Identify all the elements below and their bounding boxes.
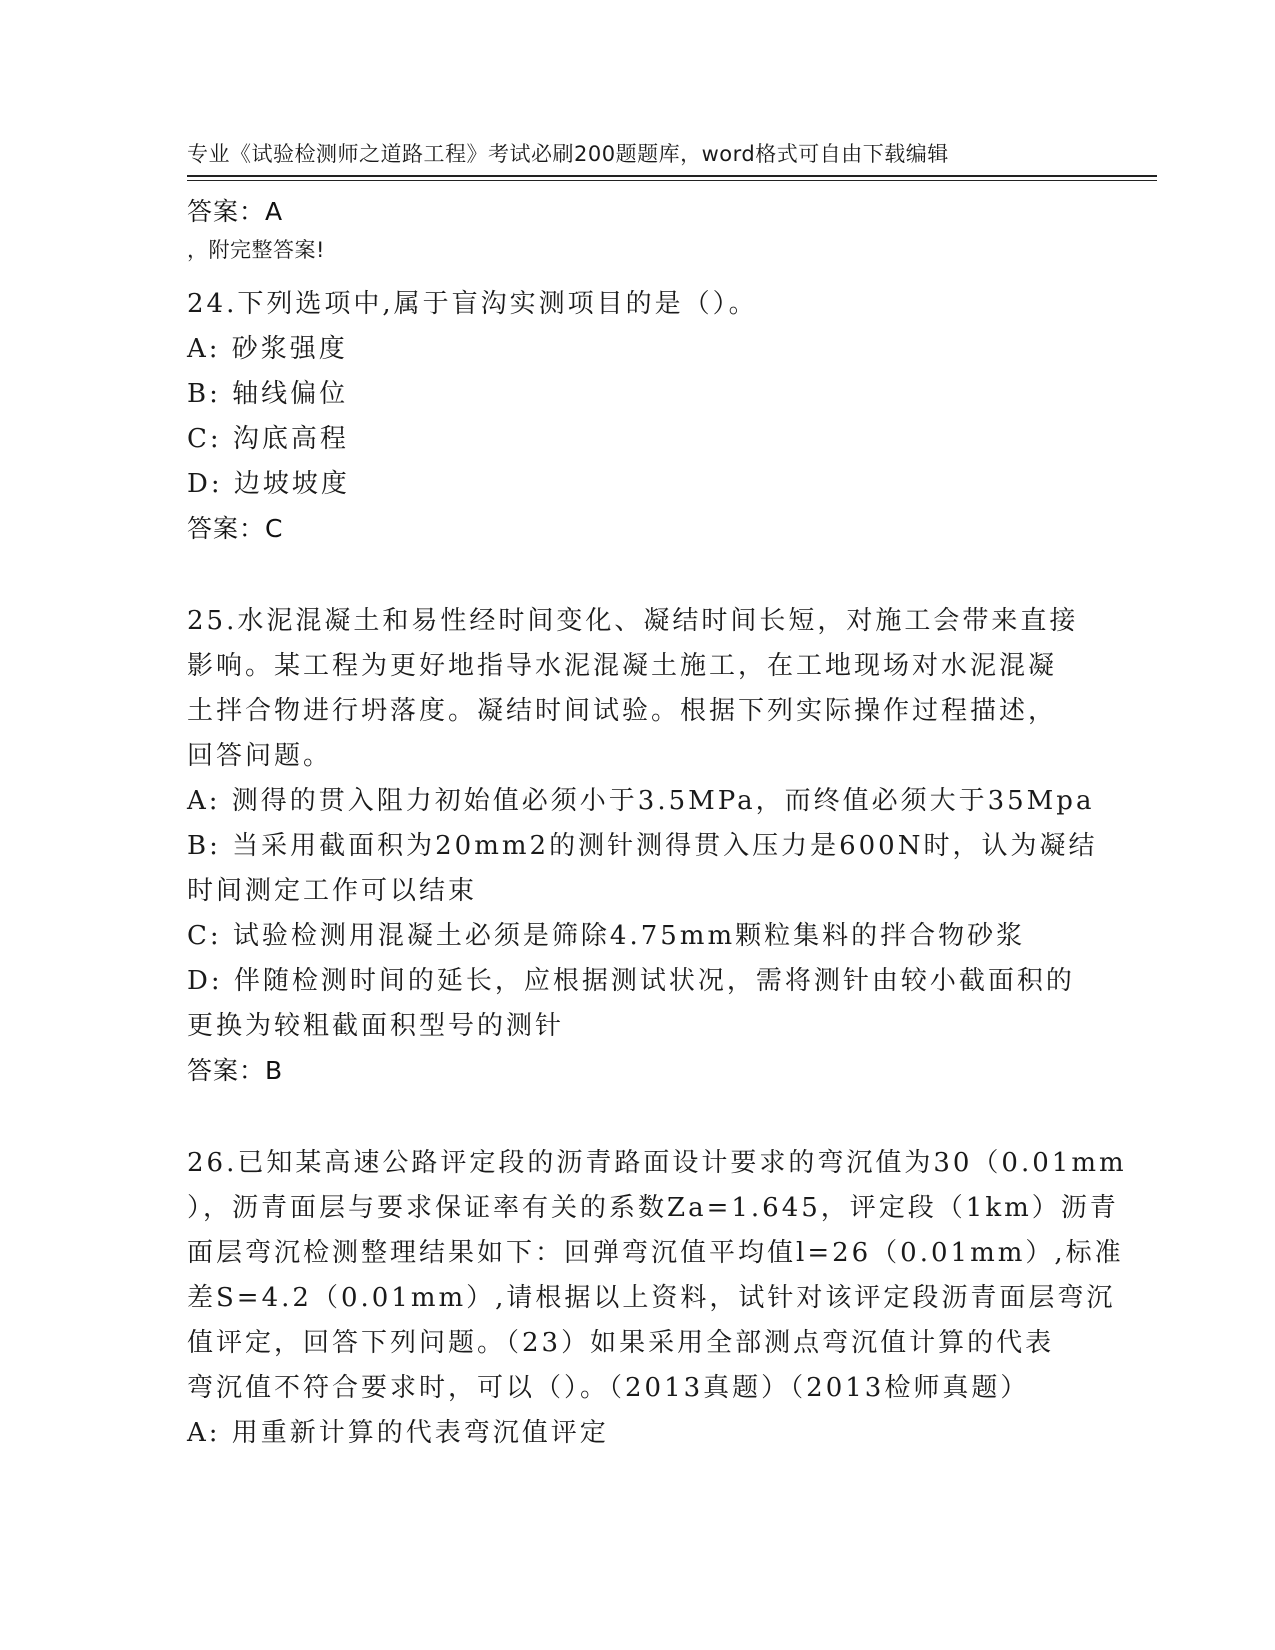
question-spacer bbox=[187, 234, 1087, 282]
question-24-option-c: C: 沟底高程 bbox=[187, 424, 349, 454]
document-body bbox=[187, 190, 1127, 1456]
question-spacer bbox=[187, 551, 1087, 599]
question-24-option-d: D: 边坡坡度 bbox=[187, 469, 350, 499]
question-25-option-b-continued: 时间测定工作可以结束 bbox=[187, 876, 478, 906]
question-25 bbox=[187, 599, 1098, 1093]
question-25-text-line: 回答问题。 bbox=[187, 741, 333, 771]
header-divider-thick bbox=[187, 175, 1157, 177]
question-24 bbox=[187, 282, 1087, 551]
header-line-2: ，附完整答案! bbox=[187, 238, 325, 262]
question-26-text-line: 26.已知某高速公路评定段的沥青路面设计要求的弯沉值为30（0.01mm bbox=[187, 1148, 1127, 1178]
question-25-text-line: 影响。某工程为更好地指导水泥混凝土施工，在工地现场对水泥混凝 bbox=[187, 651, 1058, 681]
question-26-text-line: 面层弯沉检测整理结果如下：回弹弯沉值平均值l=26（0.01mm）,标准 bbox=[187, 1238, 1124, 1268]
question-25-option-d-continued: 更换为较粗截面积型号的测针 bbox=[187, 1011, 565, 1041]
previous-question-answer: 答案：A bbox=[187, 197, 284, 226]
question-26-text-line: 值评定，回答下列问题。（23）如果采用全部测点弯沉值计算的代表 bbox=[187, 1328, 1055, 1358]
question-25-text-line: 土拌合物进行坍落度。凝结时间试验。根据下列实际操作过程描述， bbox=[187, 696, 1058, 726]
question-25-option-b: B: 当采用截面积为20mm2的测针测得贯入压力是600N时，认为凝结 bbox=[187, 831, 1098, 861]
header-divider-thin bbox=[187, 180, 1157, 181]
question-25-answer: 答案：B bbox=[187, 1056, 284, 1085]
question-25-option-d: D: 伴随检测时间的延长，应根据测试状况，需将测针由较小截面积的 bbox=[187, 966, 1075, 996]
question-24-text: 24.下列选项中,属于盲沟实测项目的是（）。 bbox=[187, 289, 758, 319]
question-25-option-a: A: 测得的贯入阻力初始值必须小于3.5MPa，而终值必须大于35Mpa bbox=[187, 786, 1095, 816]
header-line-1: 专业《试验检测师之道路工程》考试必刷200题题库，word格式可自由下载编辑 bbox=[187, 142, 949, 166]
question-24-option-a: A: 砂浆强度 bbox=[187, 334, 348, 364]
question-26-text-line: ），沥青面层与要求保证率有关的系数Za=1.645，评定段（1km）沥青 bbox=[187, 1193, 1119, 1223]
question-25-option-c: C: 试验检测用混凝土必须是筛除4.75mm颗粒集料的拌合物砂浆 bbox=[187, 921, 1026, 951]
question-spacer bbox=[187, 1093, 1087, 1141]
question-26-text-line: 差S=4.2（0.01mm）,请根据以上资料，试针对该评定段沥青面层弯沉 bbox=[187, 1283, 1116, 1313]
question-26-text-line: 弯沉值不符合要求时，可以（）。（2013真题）（2013检师真题） bbox=[187, 1373, 1030, 1403]
question-24-option-b: B: 轴线偏位 bbox=[187, 379, 349, 409]
question-24-answer: 答案：C bbox=[187, 514, 284, 543]
question-25-text-line: 25.水泥混凝土和易性经时间变化、凝结时间长短，对施工会带来直接 bbox=[187, 606, 1079, 636]
question-26 bbox=[187, 1141, 1127, 1456]
question-26-option-a: A: 用重新计算的代表弯沉值评定 bbox=[187, 1418, 609, 1448]
